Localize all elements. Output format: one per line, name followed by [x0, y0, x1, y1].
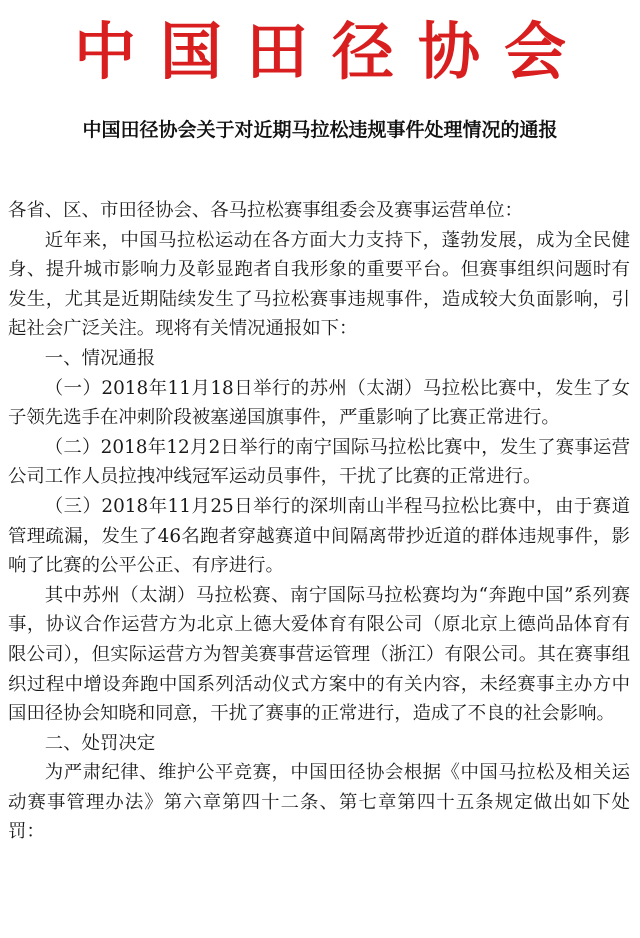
- masthead-title: 中国田径协会: [73, 15, 590, 88]
- paragraph-salutation: 各省、区、市田径协会、各马拉松赛事组委会及赛事运营单位：: [8, 200, 523, 221]
- paragraph-operators: 其中苏州（太湖）马拉松赛、南宁国际马拉松赛均为“奔跑中国”系列赛事，协议合作运营方为北京上德大爱体育有限公司（原北京上德尚品体育有限公司），但实际运营方为智美赛事营运管理（浙江）有限公司。其在赛事组织过程中增设奔跑中国系列活动仪式方案中的有关内容，未经赛事主办方中国田径协会知晓和同意，干扰了赛事的正常进行，造成了不良的社会影响。: [8, 584, 630, 725]
- masthead: [0, 2, 640, 102]
- paragraph-item-1: （一）2018年11月18日举行的苏州（太湖）马拉松比赛中，发生了女子领先选手在冲刺阶段被塞递国旗事件，严重影响了比赛正常进行。: [8, 377, 630, 429]
- notice-body: [8, 196, 630, 847]
- section-heading-situation: 一、情况通报: [44, 347, 156, 369]
- section-heading-penalty: 二、处罚决定: [44, 732, 156, 754]
- paragraph-penalty-intro: 为严肃纪律、维护公平竞赛，中国田径协会根据《中国马拉松及相关运动赛事管理办法》第六章第四十二条、第七章第四十五条规定做出如下处罚：: [8, 762, 630, 843]
- paragraph-item-3: （三）2018年11月25日举行的深圳南山半程马拉松比赛中，由于赛道管理疏漏，发生了46名跑者穿越赛道中间隔离带抄近道的群体违规事件，影响了比赛的公平公正、有序进行。: [8, 495, 630, 577]
- cut-off-text-line: [8, 930, 630, 938]
- paragraph-item-2: （二）2018年12月2日举行的南宁国际马拉松比赛中，发生了赛事运营公司工作人员拉拽冲线冠军运动员事件，干扰了比赛的正常进行。: [8, 436, 630, 488]
- notice-title: 中国田径协会关于对近期马拉松违规事件处理情况的通报: [82, 119, 558, 141]
- paragraph-intro: 近年来，中国马拉松运动在各方面大力支持下，蓬勃发展，成为全民健身、提升城市影响力及彰显跑者自我形象的重要平台。但赛事组织问题时有发生，尤其是近期陆续发生了马拉松赛事违规事件，造成较大负面影响，引起社会广泛关注。现将有关情况通报如下：: [8, 229, 630, 340]
